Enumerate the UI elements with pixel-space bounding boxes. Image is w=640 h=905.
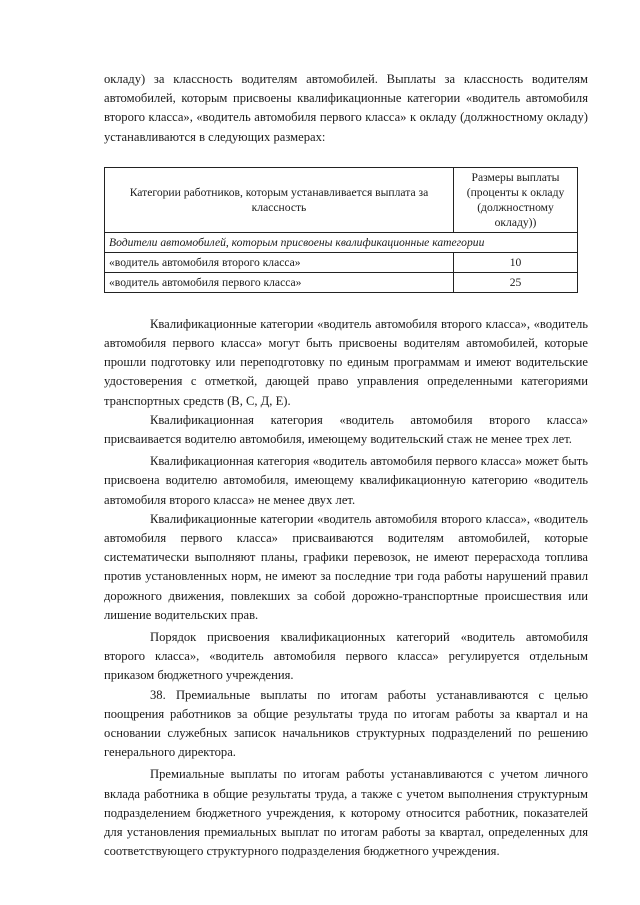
group-label: Водители автомобилей, которым присвоены квалификационные категории: [105, 232, 578, 252]
header-size: Размеры выплаты (проценты к окладу (должностному окладу)): [454, 167, 578, 232]
paragraph: Премиальные выплаты по итогам работы устанавливаются с учетом личного вклада работника в общие результаты труда, а также с учетом выполнения структурным подразделением бюджетного учреждения, к которому относится работник, показателей для установления премиальных выплат по итогам работы за квартал, определенных для соответствующего структурного подразделения бюджетного учреждения.: [104, 767, 588, 859]
paragraph: Квалификационная категория «водитель автомобиля второго класса» присваивается водителю автомобиля, имеющему водительский стаж не менее трех лет.: [104, 412, 588, 447]
header-category: Категории работников, которым устанавливается выплата за классность: [105, 167, 454, 232]
row-category-label: «водитель автомобиля первого класса»: [105, 272, 454, 292]
classness-payment-table: [104, 167, 578, 293]
intro-first-line: окладу) за классность водителям автомобилей. Выплаты за классность водителям: [104, 72, 588, 86]
table-group-row: [105, 232, 578, 252]
table-header-row: [105, 167, 578, 232]
intro-continuation: автомобилей, которым присвоены квалификационные категории «водитель автомобиля второго класса», «водитель автомобиля первого класса» к окладу (должностному окладу) устанавливаются в следующих размерах:: [104, 91, 588, 144]
row-value: 10: [454, 252, 578, 272]
table-row: [105, 252, 578, 272]
paragraph: Квалификационные категории «водитель автомобиля второго класса», «водитель автомобиля первого класса» могут быть присвоены водителям автомобилей, которые прошли подготовку или переподготовку по единым программам и имеют водительские удостоверения с отметкой, дающей право управления определенными категориями транспортных средств (B, C, Д, E).: [104, 316, 588, 408]
paragraph: Порядок присвоения квалификационных категорий «водитель автомобиля второго класса», «водитель автомобиля первого класса» регулируется отдельным приказом бюджетного учреждения.: [104, 630, 588, 683]
table-row: [105, 272, 578, 292]
intro-paragraph: [104, 70, 588, 147]
row-category-label: «водитель автомобиля второго класса»: [105, 252, 454, 272]
row-value: 25: [454, 272, 578, 292]
paragraph: 38. Премиальные выплаты по итогам работы устанавливаются с целью поощрения работников за общие результаты труда по итогам работы за квартал и на основании служебных записок начальников структурных подразделений по решению генерального директора.: [104, 687, 588, 760]
paragraph: Квалификационная категория «водитель автомобиля первого класса» может быть присвоена водителю автомобиля, имеющему квалификационную категорию «водитель автомобиля второго класса» не менее двух лет.: [104, 454, 588, 507]
paragraph: Квалификационные категории «водитель автомобиля второго класса», «водитель автомобиля первого класса» присваиваются водителям автомобилей, которые систематически выполняют планы, графики перевозок, не имеют перерасхода топлива против установленных норм, не имеют за последние три года работы нарушений правил дорожного движения, повлекших за собой дорожно-транспортные происшествия или лишение водительских прав.: [104, 511, 588, 622]
